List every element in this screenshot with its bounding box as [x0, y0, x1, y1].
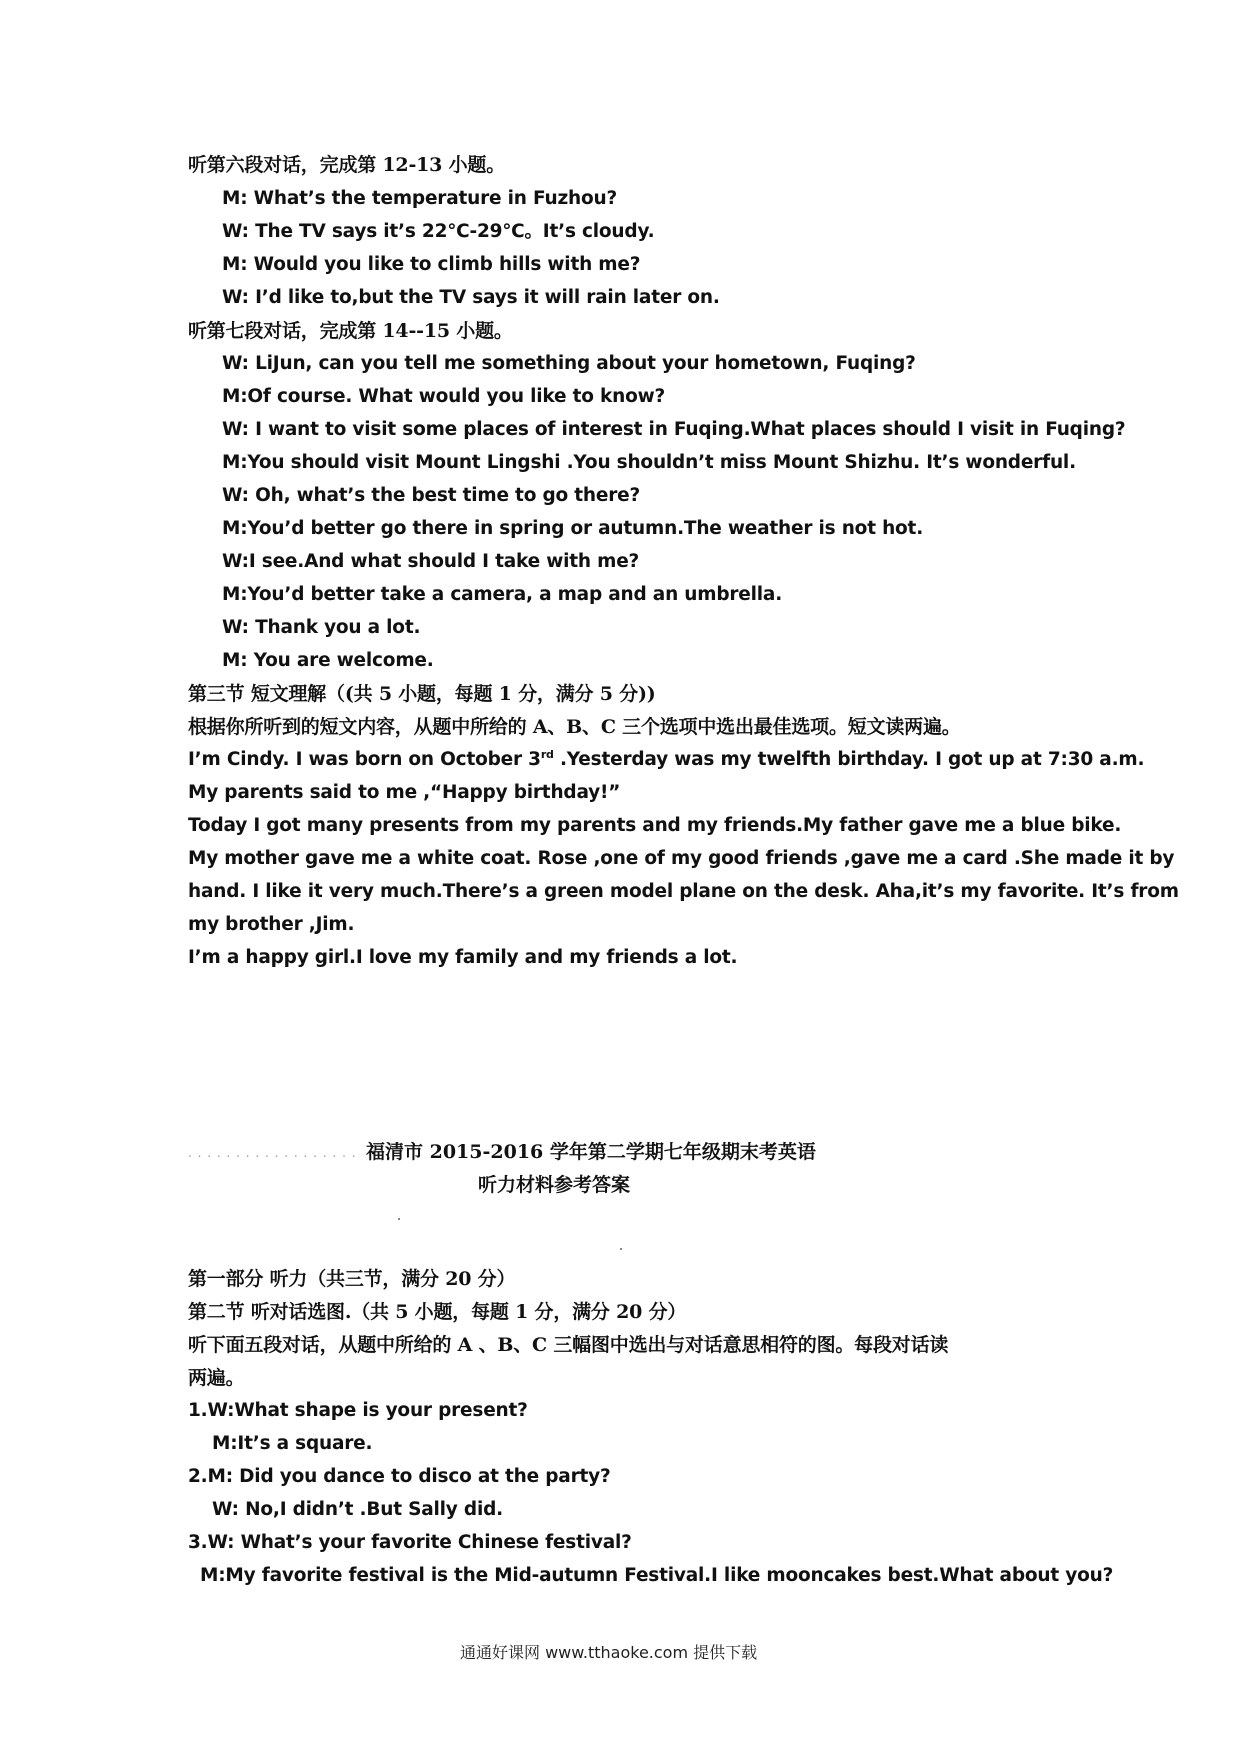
passage-line: my brother ,Jim.: [188, 914, 355, 935]
answer-key-instruction: 两遍。: [188, 1367, 245, 1389]
dialogue-line: M: What’s the temperature in Fuzhou?: [222, 188, 618, 209]
dialogue-line: W: Oh, what’s the best time to go there?: [222, 485, 640, 506]
scan-speck: [398, 1218, 400, 1220]
part3-heading: 第三节 短文理解（(共 5 小题，每题 1 分，满分 5 分)): [188, 683, 656, 705]
passage-line: My mother gave me a white coat. Rose ,one of my good friends ,gave me a card .She made it by: [188, 848, 1175, 869]
dialogue-line: M:You’d better take a camera, a map and an umbrella.: [222, 584, 783, 605]
ordinal-suffix: rd: [540, 747, 554, 761]
dialogue-line: M:You should visit Mount Lingshi .You shouldn’t miss Mount Shizhu. It’s wonderful.: [222, 452, 1076, 473]
part1-heading: 第一部分 听力（共三节，满分 20 分）: [188, 1268, 516, 1290]
answer-key-instruction: 听下面五段对话，从题中所给的 A 、B、C 三幅图中选出与对话意思相符的图。每段对话读: [188, 1334, 949, 1356]
passage-line: [188, 747, 1144, 773]
dialogue-line: M: You are welcome.: [222, 650, 434, 671]
dialogue-line: W: No,I didn’t .But Sally did.: [212, 1499, 503, 1520]
section7-heading: 听第七段对话，完成第 14--15 小题。: [188, 320, 513, 342]
part3-instruction: 根据你所听到的短文内容，从题中所给的 A、B、C 三个选项中选出最佳选项。短文读两遍。: [188, 716, 961, 738]
scan-speck: [620, 1248, 622, 1250]
dialogue-line: W: LiJun, can you tell me something about your hometown, Fuqing?: [222, 353, 916, 374]
download-footer: 通通好课网 www.tthaoke.com 提供下载: [460, 1643, 758, 1662]
section2-heading: 第二节 听对话选图.（共 5 小题，每题 1 分，满分 20 分）: [188, 1301, 687, 1323]
passage-line: I’m a happy girl.I love my family and my friends a lot.: [188, 947, 738, 968]
dialogue-line: W: The TV says it’s 22℃-29℃。It’s cloudy.: [222, 221, 655, 242]
dialogue-line: M:You’d better go there in spring or autumn.The weather is not hot.: [222, 518, 924, 539]
passage-line: Today I got many presents from my parents and my friends.My father gave me a blue bike.: [188, 815, 1122, 836]
dialogue-line: M:It’s a square.: [212, 1433, 373, 1454]
dialogue-line: M:My favorite festival is the Mid-autumn Festival.I like mooncakes best.What about you?: [200, 1565, 1114, 1586]
passage-line: My parents said to me ,“Happy birthday!”: [188, 782, 621, 803]
dialogue-line: 2.M: Did you dance to disco at the party?: [188, 1466, 611, 1487]
passage-line: hand. I like it very much.There’s a green model plane on the desk. Aha,it’s my favorite. It’s from: [188, 881, 1179, 902]
dialogue-line: M:Of course. What would you like to know?: [222, 386, 666, 407]
dialogue-line: M: Would you like to climb hills with me?: [222, 254, 641, 275]
dotted-leader: . . . . . . . . . . . . . . . . . .: [188, 1146, 357, 1160]
dialogue-line: W: I want to visit some places of interest in Fuqing.What places should I visit in Fuqing?: [222, 419, 1126, 440]
dialogue-line: W:I see.And what should I take with me?: [222, 551, 640, 572]
answer-key-title: 福清市 2015-2016 学年第二学期七年级期末考英语: [366, 1141, 816, 1163]
dialogue-line: W: Thank you a lot.: [222, 617, 421, 638]
passage-text: .Yesterday was my twelfth birthday. I got up at 7:30 a.m.: [553, 749, 1145, 770]
answer-key-subtitle: 听力材料参考答案: [478, 1174, 631, 1196]
dialogue-line: W: I’d like to,but the TV says it will rain later on.: [222, 287, 720, 308]
dialogue-line: 1.W:What shape is your present?: [188, 1400, 528, 1421]
section6-heading: 听第六段对话，完成第 12-13 小题。: [188, 154, 505, 176]
passage-text: I’m Cindy. I was born on October 3: [188, 749, 541, 770]
dialogue-line: 3.W: What’s your favorite Chinese festival?: [188, 1532, 632, 1553]
